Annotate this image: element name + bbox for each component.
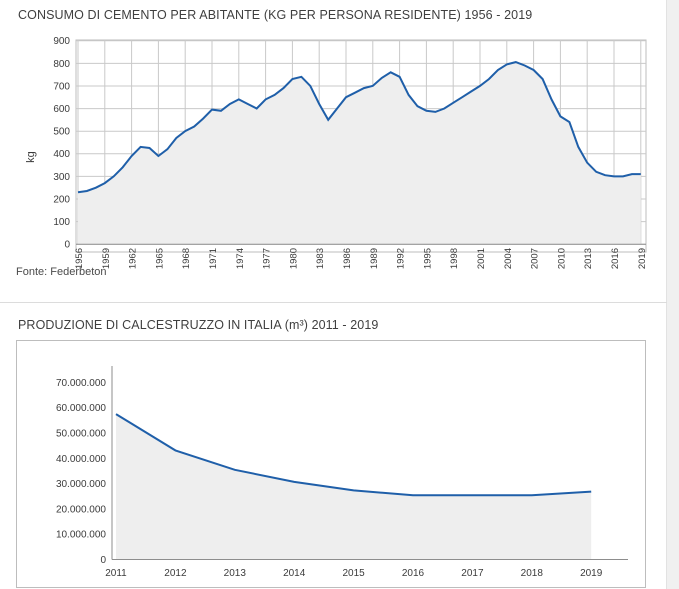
y-tick-label: 10.000.000 — [55, 529, 106, 541]
y-tick-labels — [53, 36, 70, 250]
x-tick-label: 1995 — [422, 248, 434, 270]
y-tick-label: 40.000.000 — [55, 453, 106, 465]
x-tick-label: 2019 — [580, 568, 603, 579]
x-tick-label: 1998 — [449, 248, 461, 270]
x-tick-label: 2013 — [223, 568, 246, 579]
source-note-federbeton: Fonte: Federbeton — [16, 266, 107, 278]
y-tick-label: 600 — [53, 104, 70, 115]
y-tick-label: 20.000.000 — [55, 504, 106, 516]
y-axis-label-kg: kg — [25, 151, 37, 163]
y-tick-label: 50.000.000 — [55, 428, 106, 440]
y-tick-label: 700 — [53, 81, 70, 93]
y-tick-label: 100 — [53, 217, 70, 228]
y-tick-label: 800 — [53, 58, 70, 70]
right-gutter — [666, 0, 679, 589]
x-tick-label: 1977 — [261, 248, 273, 270]
x-tick-label: 1965 — [154, 248, 166, 270]
x-tick-label: 2017 — [461, 568, 484, 579]
y-tick-label: 400 — [53, 149, 70, 161]
chart-panel-cement-consumption — [16, 8, 656, 282]
chart-panel-concrete-production — [16, 318, 656, 588]
chart-title-concrete: PRODUZIONE DI CALCESTRUZZO IN ITALIA (m³) 2011 - 2019 — [18, 318, 379, 332]
x-tick-label: 1962 — [127, 248, 139, 270]
y-tick-label: 30.000.000 — [55, 479, 106, 491]
y-tick-label: 70.000.000 — [55, 377, 106, 389]
y-tick-label: 0 — [64, 239, 70, 251]
section-divider — [0, 302, 667, 303]
y-tick-label: 200 — [53, 194, 70, 206]
x-tick-label: 1974 — [234, 248, 246, 270]
x-tick-label: 1959 — [100, 248, 112, 270]
x-tick-label: 2019 — [636, 248, 648, 270]
concrete-chart-svg — [16, 340, 656, 588]
x-tick-label: 1980 — [288, 248, 300, 270]
x-tick-label: 1986 — [342, 248, 353, 270]
x-tick-label: 2001 — [476, 248, 487, 270]
x-tick-label: 2013 — [583, 248, 595, 270]
x-tick-label: 2012 — [164, 568, 187, 579]
x-tick-label: 1956 — [74, 248, 85, 270]
y-tick-label: 500 — [53, 126, 70, 138]
x-tick-label: 2010 — [556, 248, 568, 270]
x-tick-label: 2016 — [610, 248, 621, 270]
chart-plot-cement — [16, 32, 656, 282]
x-tick-label: 2014 — [283, 568, 306, 579]
chart-title-cement: CONSUMO DI CEMENTO PER ABITANTE (KG PER PERSONA RESIDENTE) 1956 - 2019 — [18, 8, 533, 22]
x-tick-label: 1971 — [208, 248, 219, 270]
x-tick-label: 2018 — [520, 568, 543, 579]
y-tick-label: 300 — [53, 171, 70, 183]
x-tick-label: 2004 — [502, 248, 514, 270]
x-tick-label: 1992 — [395, 248, 407, 270]
x-tick-label: 2011 — [105, 568, 127, 579]
cement-chart-svg — [16, 32, 656, 282]
x-tick-label: 2015 — [342, 568, 365, 579]
x-tick-label: 1968 — [181, 248, 193, 270]
x-tick-label: 2016 — [401, 568, 425, 579]
x-tick-label: 1989 — [368, 248, 380, 270]
y-tick-label: 60.000.000 — [55, 403, 106, 415]
x-tick-labels — [105, 568, 603, 579]
chart-plot-concrete — [16, 340, 656, 588]
y-tick-label: 0 — [100, 555, 106, 566]
y-tick-label: 900 — [53, 36, 70, 48]
x-tick-label: 1983 — [315, 248, 327, 270]
x-tick-label: 2007 — [529, 248, 541, 270]
